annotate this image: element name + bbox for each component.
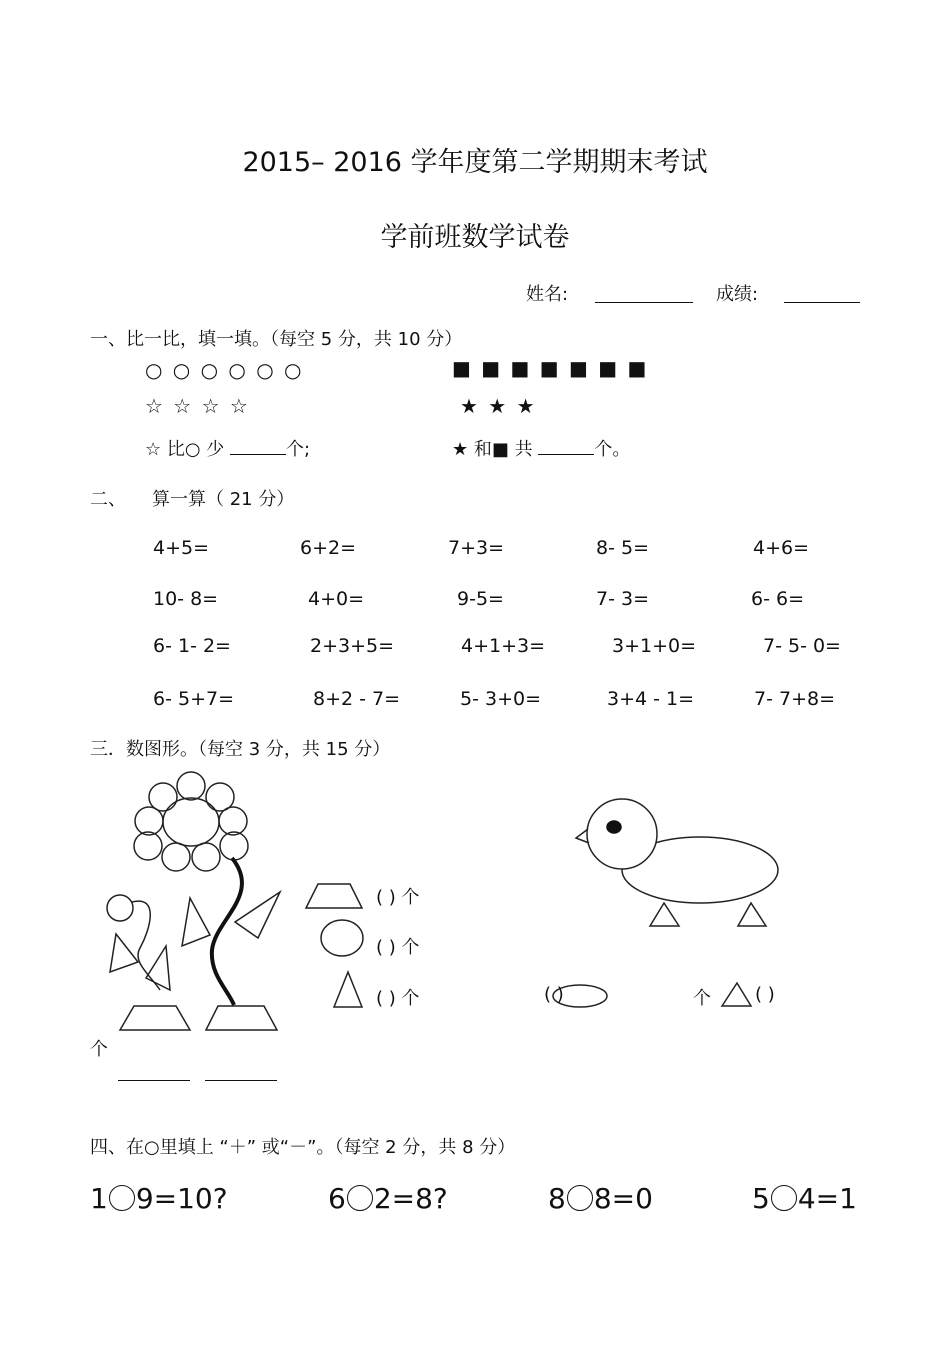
bird-oval-paren[interactable]: ( ) [544, 984, 564, 1005]
sign-problem-2-right: 2=8? [373, 1182, 448, 1215]
sign-problem-2 [328, 1182, 448, 1215]
triangle-unit: 个 [401, 988, 420, 1009]
sign-problem-3-right: 8=0 [593, 1182, 653, 1215]
name-label: 姓名: [526, 284, 569, 305]
total-question-prefix: ★ 和■ 共 [452, 439, 533, 460]
sign-problem-4-right: 4=1 [797, 1182, 857, 1215]
circle-unit: 个 [401, 937, 420, 958]
hollow-stars-row: ☆ ☆ ☆ ☆ [145, 394, 250, 418]
sign-problem-1-left: 1 [90, 1182, 108, 1215]
section2-number: 二、 [90, 489, 126, 510]
problem-2-3: 9-5= [457, 588, 504, 610]
circle-answer[interactable] [376, 933, 420, 959]
exam-subtitle: 学前班数学试卷 [380, 222, 570, 253]
problem-1-5: 4+6= [753, 537, 810, 559]
score-label: 成绩: [716, 284, 759, 305]
trapezoid-answer[interactable] [376, 883, 420, 909]
squares-row: ■ ■ ■ ■ ■ ■ ■ [452, 356, 649, 380]
sign-circle-3[interactable] [567, 1185, 593, 1211]
circles-row: ○ ○ ○ ○ ○ ○ [145, 358, 304, 382]
problem-2-1: 10- 8= [153, 588, 219, 610]
pot-answer-blank-2[interactable] [205, 1080, 277, 1081]
trapezoid-paren: ( ) [376, 887, 396, 908]
bird-triangle-paren[interactable]: ( ) [755, 984, 775, 1005]
sign-circle-2[interactable] [347, 1185, 373, 1211]
problem-1-4: 8- 5= [596, 537, 649, 559]
problem-2-4: 7- 3= [596, 588, 649, 610]
problem-2-2: 4+0= [308, 588, 365, 610]
compare-question-suffix: 个; [286, 439, 311, 460]
problem-4-4: 3+4 - 1= [607, 688, 695, 710]
problem-1-3: 7+3= [448, 537, 505, 559]
triangle-paren: ( ) [376, 988, 396, 1009]
section1-heading: 一、比一比，填一填。（每空 5 分，共 10 分） [90, 329, 463, 350]
sign-problem-3 [548, 1182, 653, 1215]
problem-4-1: 6- 5+7= [153, 688, 235, 710]
trapezoid-unit: 个 [401, 887, 420, 908]
sign-circle-4[interactable] [771, 1185, 797, 1211]
total-question-suffix: 个。 [594, 439, 631, 460]
section3-heading: 三．数图形。（每空 3 分，共 15 分） [90, 739, 391, 760]
bird-oval-unit: 个 [693, 988, 711, 1009]
problem-3-5: 7- 5- 0= [763, 635, 841, 657]
sign-problem-1-right: 9=10? [135, 1182, 228, 1215]
section4-heading: 四、在○里填上 “＋” 或“－”。（每空 2 分，共 8 分） [90, 1137, 516, 1158]
sign-problem-4 [752, 1182, 857, 1215]
circle-paren: ( ) [376, 937, 396, 958]
problem-3-1: 6- 1- 2= [153, 635, 231, 657]
solid-stars-row: ★ ★ ★ [460, 394, 537, 418]
compare-question-prefix: ☆ 比○ 少 [145, 439, 225, 460]
problem-1-1: 4+5= [153, 537, 210, 559]
pot-answer-blank-1[interactable] [118, 1080, 190, 1081]
problem-3-2: 2+3+5= [310, 635, 395, 657]
problem-1-2: 6+2= [300, 537, 357, 559]
exam-title: 2015– 2016 学年度第二学期期末考试 [242, 147, 708, 178]
problem-4-5: 7- 7+8= [754, 688, 836, 710]
triangle-answer[interactable] [376, 984, 420, 1010]
problem-2-5: 6- 6= [751, 588, 804, 610]
sign-problem-2-left: 6 [328, 1182, 346, 1215]
problem-4-3: 5- 3+0= [460, 688, 542, 710]
problem-3-3: 4+1+3= [461, 635, 546, 657]
sign-problem-1 [90, 1182, 228, 1215]
sign-problem-4-left: 5 [752, 1182, 770, 1215]
sign-problem-3-left: 8 [548, 1182, 566, 1215]
problem-3-4: 3+1+0= [612, 635, 697, 657]
section2-heading: 算一算（ 21 分） [152, 489, 295, 510]
sign-circle-1[interactable] [109, 1185, 135, 1211]
problem-4-2: 8+2 - 7= [313, 688, 401, 710]
bird-triangle-unit: 个 [90, 1039, 108, 1060]
